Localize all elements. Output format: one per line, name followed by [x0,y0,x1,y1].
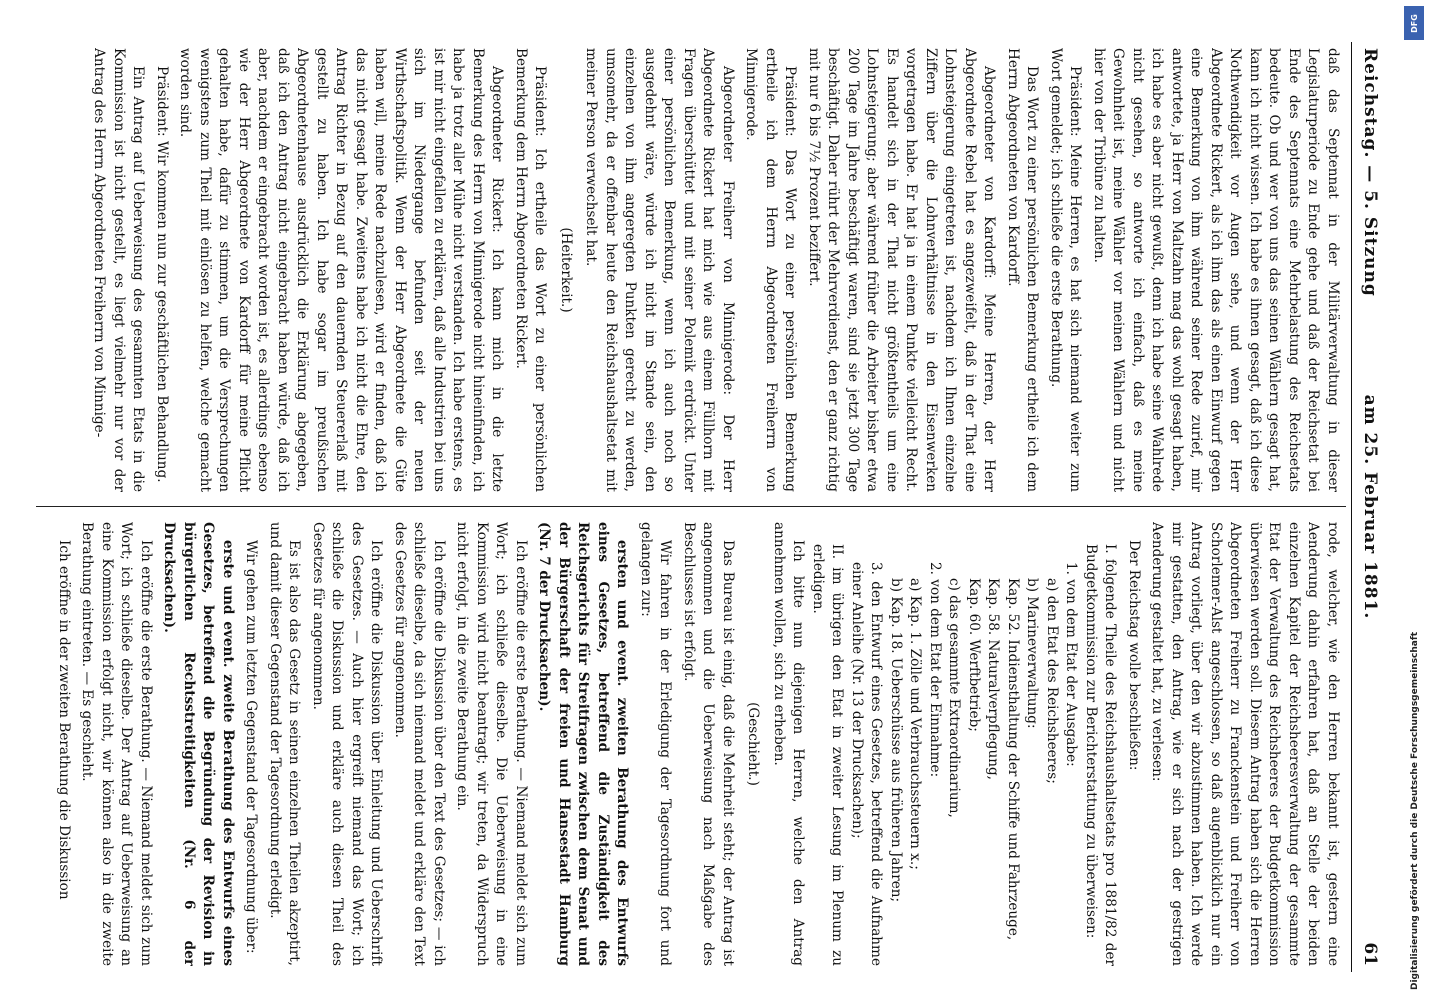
paragraph: Wir fahren in der Erledigung der Tagesordnung fort und gelangen zur: [638,522,674,966]
paragraph: Präsident: Das Wort zu einer persönlichen Bemerkung ertheile ich dem Herrn Abgeordneten Freiherrn von Minnigerode. [743,48,799,492]
digitization-note [1396,0,1432,1000]
paragraph: rode, welcher, wie den Herren bekannt ist, gestern eine Aenderung dahin erfahren hat, daß an Stelle der beiden einzelnen Kapitel der Reichsheeresverwaltung der gesammte Etat der Verwaltung des Reichsheeres der Budgetkommission überwiesen werden soll. Diesem Antrag haben sich die Herren Abgeordneten Freiherr zu Franckenstein und Freiherr von Schorlemer-Alst angeschlossen, so daß augenblicklich nur ein Antrag vorliegt, über den wir abzustimmen haben. Ich werde mir gestatten, den Antrag, wie er sich nach der gestrigen Aenderung gestaltet hat, zu verlesen: [1149,522,1341,966]
page-number: 61 [1360,942,1380,966]
paragraph: (Heiterkeit.) [558,227,574,313]
digitization-note-text: Digitalisierung gefördert durch die Deutsche Forschungsgemeinschaft [1410,631,1420,990]
list-item: 2. von dem Etat der Einnahme: [927,562,943,778]
paragraph: Ich bitte nun diejenigen Herren, welche den Antrag annehmen wollen, sich zu erheben. [771,522,807,966]
list-item: II. im übrigen den Etat in zweiter Lesung im Plenum zu erledigen. [810,544,846,966]
column-divider [36,506,1346,507]
paragraph: Das Bureau ist einig, daß die Mehrheit steht; der Antrag ist angenommen und die Ueberweisung nach Maßgabe des Beschlusses ist erfolgt. [681,522,736,966]
header-date: am 25. Februar 1881. [1360,394,1380,620]
paragraph: Abgeordneter von Kardorff: Meine Herren, der Herr Abgeordnete Rebel hat es angezweifelt, daß in der That eine Lohnsteigerung eingetreten ist, nachdem ich Ihnen einzelne Ziffern über die Lohnverhältnisse in den Eisenwerken vorgetragen habe. Er hat ja in einem Punkte vielleicht Recht. Es handelt sich in der That nicht größtentheils um eine Lohnsteigerung; aber während früher die Arbeiter bisher etwa 200 Tage im Jahre beschäftigt waren, sind sie jetzt 300 Tage beschäftigt. Daher rührt der Mehrverdienst, den er ganz richtig mit nur 6 bis 7½ Prozent beziffert. [806,48,998,492]
paragraph: Ich eröffne die Diskussion über Einleitung und Ueberschrift des Gesetzes. — Auch hier ergreift niemand das Wort; ich schließe die Diskussion und erkläre auch diesen Theil des Gesetzes für angenommen. [310,522,385,966]
paragraph: Ich eröffne die erste Berathung. — Niemand meldet sich zum Wort; ich schließe dieselbe. Die Ueberweisung in eine Kommission wird nicht beantragt; wir treten, da Widerspruch nicht erfolgt, in die zweite Berathung ein. [454,522,529,966]
list-item: 3. den Entwurf eines Gesetzes, betreffend die Aufnahme einer Anleihe (Nr. 13 der Drucksachen); [849,562,885,966]
paragraph: Präsident: Ich ertheile das Wort zu einer persönlichen Bemerkung dem Herrn Abgeordneten Rickert. [513,48,549,492]
list-item: I. folgende Theile des Reichshaushaltsetats pro 1881/82 der Budgetkommission zur Berichterstattung zu überweisen: [1083,544,1119,966]
paragraph: Abgeordneter Rickert: Ich kann mich in die letzte Bemerkung des Herrn von Minnigerode nicht hineinfinden, ich habe ja trotz aller Mühe nicht verstanden. Ich habe erstens, es ist mir nicht eingefallen zu erklären, daß alle Industrien bei uns sich im Niedergange befunden seit der neuen Wirthschaftspolitik. Wenn der Herr Abgeordnete die Güte haben will, meine Rede nachzulesen, wird er finden, daß ich das nicht gesagt habe. Zweitens habe ich nicht die Ehre, den Antrag Richter in Bezug auf den dauernden Steuererlaß mit gestellt zu haben. Ich habe sogar im preußischen Abgeordnetenhause ausdrücklich die Erklärung abgegeben, daß ich den Antrag nicht eingebracht haben würde, daß ich aber, nachdem er eingebracht worden ist, es allerdings ebenso wie der Herr Abgeordnete von Kardorff für meine Pflicht gehalten habe, dafür zu stimmen, um die Versprechungen wenigstens zum Theil mit einlösen zu helfen, welche gemacht worden sind. [177,48,506,492]
paragraph: Das Wort zu einer persönlichen Bemerkung ertheile ich dem Herrn Abgeordneten von Kardorff. [1005,48,1041,492]
paragraph: Präsident: Wir kommen nun zur geschäftlichen Behandlung. [154,66,170,483]
paragraph: Der Reichstag wolle beschließen: [1126,540,1142,771]
paragraph: Es ist also das Gesetz in seinen einzelnen Theilen akzeptirt, und damit dieser Gegenstand der Tagesordnung erledigt. [267,522,303,966]
left-column [42,48,1342,492]
paragraph: Ich eröffne die erste Berathung. — Niemand meldet sich zum Wort; ich schließe dieselbe. Der Antrag auf Ueberweisung an eine Kommission erfolgt nicht, wir können also in die zweite Berathung eintreten. — Es geschieht. [79,522,154,966]
list-item: a) Kap. 1. Zölle und Verbrauchssteuern x.; [907,578,924,870]
list-item: b) Kap. 18. Ueberschüsse aus früheren Jahren; [888,578,904,903]
list-item: Kap. 58. Naturalverpflegung, [985,578,1002,780]
paragraph: Ein Antrag auf Ueberweisung des gesammten Etats in die Kommission ist nicht gestellt, es liegt vielmehr nur vor der Antrag des Herrn Abgeordneten Freiherrn von Minnige- [91,48,147,492]
paragraph: Abgeordneter Freiherr von Minnigerode: Der Herr Abgeordnete Rickert hat mich wie aus einem Füllhorn mit Fragen überschüttet und mit seiner Polemik erdrückt. Unter einer persönlichen Bemerkung, wenn ich auch noch so ausgedehnt wäre, würde ich nicht im Stande sein, den einzelnen von ihm angeregten Punkten gerecht zu werden, umsomehr, da er offenbar heute den Reichshaushaltsetat mit meiner Person verwechselt hat. [583,48,736,492]
paragraph: Ich eröffne in der zweiten Berathung die Diskussion [56,540,72,900]
header-left: Reichstag. — 5. Sitzung [1360,48,1380,297]
page-header [1351,42,1386,972]
paragraph: Wir gehen zum letzten Gegenstand der Tagesordnung über: [243,540,260,954]
list-item: c) das gesammte Extraordinarium, [946,578,963,818]
document-page [26,42,1386,972]
list-item: a) den Etat des Reichsheeres; [1044,578,1060,784]
paragraph: (Geschieht.) [745,702,762,786]
paragraph: Ich eröffne die Diskussion über den Text des Gesetzes; — ich schließe dieselbe, da sich niemand meldet und erkläre den Text des Gesetzes für angenommen. [392,522,447,966]
right-column [42,522,1342,966]
paragraph: daß das Septennat in der Militärverwaltung in dieser Legislaturperiode zu Ende gehe und daß der Reichsetat bei Ende des Septennats eine Mehrbelastung des Reichsetats bedeute. Ob und wer von uns das seinen Wählern gesagt hat, kann ich nicht wissen. Ich habe es ihnen gesagt, daß ich diese Nothwendigkeit vor Augen sehe, und wenn der Herr Abgeordnete Rickert, als ich ihm das als einen Einwurf gegen eine Bemerkung von ihm während seiner Rede zurief, mir antwortete, ja Herr von Maltzahn mag das wohl gesagt haben, ich habe es aber nicht gewußt, denn ich habe seine Wahlrede nicht gesehen, so antworte ich einfach, daß es meine Gewohnheit ist, meine Wähler vor meinen Wählern und nicht hier von der Tribüne zu halten. [1091,48,1341,492]
agenda-item: ersten und event. zweiten Berathung des Entwurfs eines Gesetzes, betreffend die Zuständigkeit des Reichsgerichts für Streitfragen zwischen dem Senat und der Bürgerschaft der freien und Hansestadt Hamburg (Nr. 7 der Drucksachen). [536,522,631,966]
list-item: 1. von dem Etat der Ausgabe: [1063,562,1080,767]
list-item: Kap. 60. Werftbetrieb; [966,578,982,732]
list-item: b) Marineverwaltung: [1024,578,1041,729]
agenda-item: erste und event. zweite Berathung des Entwurfs eines Gesetzes, betreffend die Begründung der Revision in bürgerlichen Rechtsstreitigkeiten (Nr. 6 der Drucksachen). [161,522,236,966]
paragraph: Präsident: Meine Herren, es hat sich niemand weiter zum Wort gemeldet; ich schließe die erste Berathung. [1048,48,1084,492]
dfg-logo: DFG [1404,6,1424,40]
list-item: Kap. 52. Indiensthaltung der Schiffe und Fahrzeuge, [1005,578,1021,941]
